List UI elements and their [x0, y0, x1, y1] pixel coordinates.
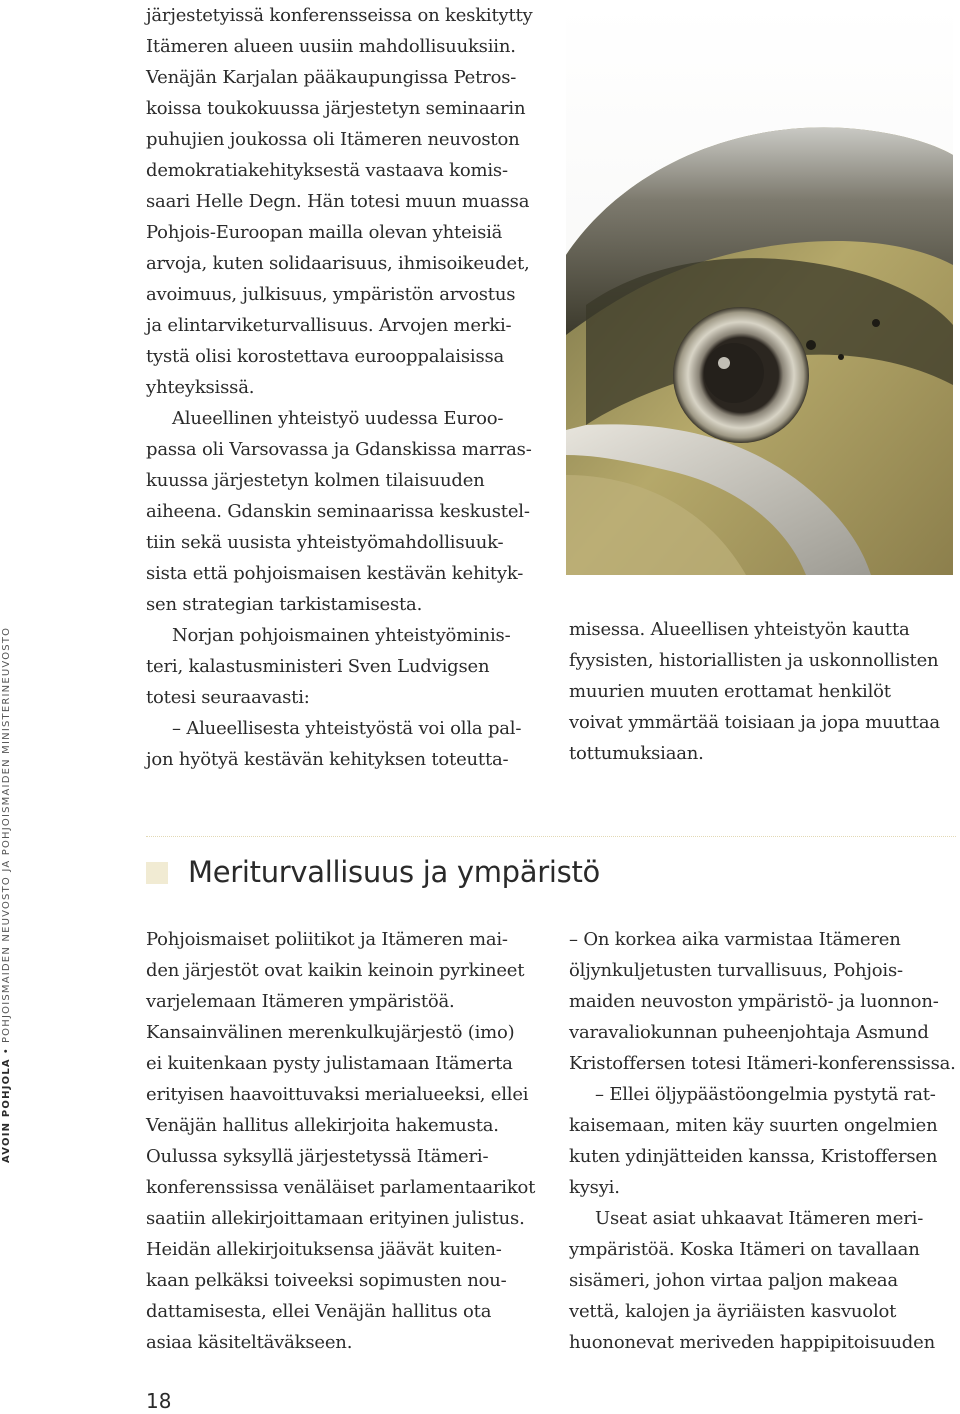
fish-head-photo [566, 5, 953, 575]
page-number: 18 [146, 1389, 172, 1413]
section-heading: Meriturvallisuus ja ympäristö [188, 855, 600, 889]
paragraph: misessa. Alueellisen yhteistyön kautta fyysisten, historiallisten ja uskonnollisten muurien muuten erottamat henkilöt voivat ymmärtää toisiaan ja jopa muuttaa tottumuksiaan. [569, 619, 940, 764]
section-divider [146, 836, 956, 837]
paragraph: Pohjoismaiset poliitikot ja Itämeren mai- den järjestöt ovat kaikin keinoin pyrkineet varjelemaan Itämeren ympäristöä. Kansainvälinen merenkulkujärjestö (imo) ei kuitenkaan pysty julistamaan Itämerta erityisen haavoittuvaksi merialueeksi, ellei Venäjän hallitus allekirjoita hakemusta. Oulussa syksyllä järjestetyssä Itämeri- konferenssissa venäläiset parlamentaarikot saatiin allekirjoittamaan erityinen julistus. Heidän allekirjoituksensa jäävät kuiten- kaan pelkäksi toiveeksi sopimusten nou- dattamisesta, ellei Venäjän hallitus ota asiaa käsiteltäväkseen. [146, 929, 536, 1353]
running-header-subtitle: POHJOISMAIDEN NEUVOSTO JA POHJOISMAIDEN MINISTERINEUVOSTO [1, 626, 12, 1044]
heading-marker-square [146, 862, 168, 884]
text-column-top-left [146, 0, 546, 775]
quote-paragraph: – On korkea aika varmistaa Itämeren öljynkuljetusten turvallisuus, Pohjois- maiden neuvoston ympäristö- ja luonnon- varavaliokunnan puheenjohtaja Asmund Kristoffersen totesi Itämeri-konferenssissa. [569, 929, 956, 1074]
running-header-separator: • [1, 1047, 12, 1055]
paragraph: järjestetyissä konferensseissa on keskitytty Itämeren alueen uusiin mahdollisuuksiin. Venäjän Karjalan pääkaupungissa Petros- koissa toukokuussa järjestetyn seminaarin puhujien joukossa oli Itämeren neuvoston demokratiakehityksestä vastaava komis- saari Helle Degn. Hän totesi muun muassa Pohjois-Euroopan mailla olevan yhteisiä arvoja, kuten solidaarisuus, ihmisoikeudet, avoimuus, julkisuus, ympäristön arvostus ja elintarviketurvallisuus. Arvojen merki- tystä olisi korostettava eurooppalaisissa yhteyksissä. [146, 5, 533, 398]
running-header-title: AVOIN POHJOLA [1, 1058, 12, 1163]
text-column-bottom-left [146, 924, 546, 1358]
quote-paragraph: – Ellei öljypäästöongelmia pystytä rat- kaisemaan, miten käy suurten ongelmien kuten ydinjätteiden kanssa, Kristoffersen kysyi. [569, 1084, 938, 1198]
paragraph: Useat asiat uhkaavat Itämeren meri- ympäristöä. Koska Itämeri on tavallaan sisämeri, johon virtaa paljon makeaa vettä, kalojen ja äyriäisten kasvuolot huononevat meriveden happipitoisuuden [569, 1208, 935, 1353]
paragraph: Alueellinen yhteistyö uudessa Euroo- passa oli Varsovassa ja Gdanskissa marras- kuussa järjestetyn kolmen tilaisuuden aiheena. Gdanskin seminaarissa keskustel- tiin sekä uusista yhteistyömahdollisuuk- sista että pohjoismaisen kestävän kehityk- sen strategian tarkistamisesta. [146, 408, 532, 615]
running-header [0, 603, 14, 1163]
fish-head-illustration [566, 5, 953, 575]
text-column-bottom-right [569, 924, 959, 1358]
paragraph: Norjan pohjoismainen yhteistyöminis- teri, kalastusministeri Sven Ludvigsen totesi seuraavasti: [146, 625, 511, 708]
text-column-top-right [569, 614, 959, 769]
quote-paragraph: – Alueellisesta yhteistyöstä voi olla pal- jon hyötyä kestävän kehityksen toteutta- [146, 718, 522, 770]
